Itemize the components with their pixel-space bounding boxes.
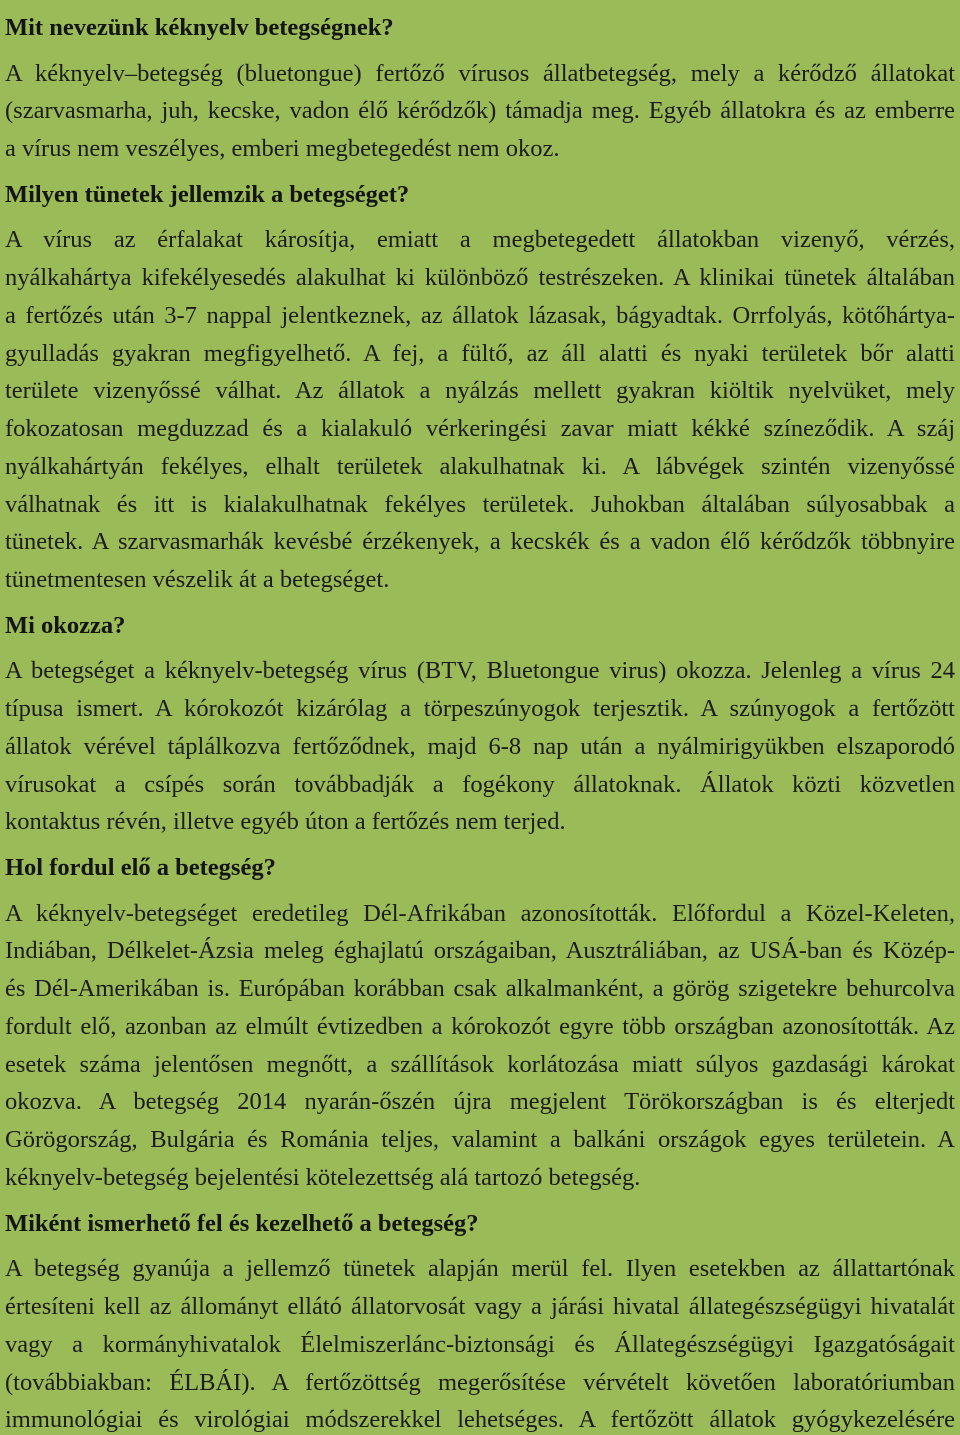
heading-what-is-bluetongue: Mit nevezünk kéknyelv betegségnek? xyxy=(5,14,394,41)
paragraph-line: és Dél-Amerikában is. Európában korábban csak alkalmanként, a görög szigetekre behurcolva xyxy=(5,975,955,1003)
paragraph-line: gyulladás gyakran megfigyelhető. A fej, a fültő, az áll alatti és nyaki területek bőr alatti xyxy=(5,339,955,367)
paragraph-line: vírusokat a csípés során továbbadják a fogékony állatoknak. Állatok közti közvetlen xyxy=(5,770,955,798)
paragraph-line: nyálkahártya kifekélyesedés alakulhat ki különböző testrészeken. A klinikai tünetek általában xyxy=(5,264,955,292)
paragraph-line: A kéknyelv-betegséget eredetileg Dél-Afrikában azonosították. Előfordul a Közel-Keleten, xyxy=(5,899,955,927)
paragraph-line: állatok vérével táplálkozva fertőződnek, majd 6-8 nap után a nyálmirigyükben elszaporodó xyxy=(5,732,955,760)
paragraph-line: a vírus nem veszélyes, emberi megbetegedést nem okoz. xyxy=(5,135,560,163)
paragraph-line: területe vizenyőssé válhat. Az állatok a nyálzás mellett gyakran kiöltik nyelvüket, mely xyxy=(5,377,955,405)
paragraph-line: Indiában, Délkelet-Ázsia meleg éghajlatú országaiban, Ausztráliában, az USÁ-ban és Közép- xyxy=(5,937,955,965)
heading-symptoms: Milyen tünetek jellemzik a betegséget? xyxy=(5,180,410,208)
heading-occurrence: Hol fordul elő a betegség? xyxy=(5,854,276,882)
paragraph-line: fokozatosan megduzzad és a kialakuló vérkeringési zavar miatt kékké színeződik. A száj xyxy=(5,415,955,443)
paragraph-line: A betegség gyanúja a jellemző tünetek alapján merül fel. Ilyen esetekben az állattartónak xyxy=(5,1255,955,1283)
paragraph-line: értesíteni kell az állományt ellátó állatorvosát vagy a járási hivatal állategészségügyi hivatalát xyxy=(5,1293,955,1321)
heading-diagnosis-treatment: Miként ismerhető fel és kezelhető a betegség? xyxy=(5,1209,479,1237)
paragraph-line: kéknyelv-betegség bejelentési kötelezettség alá tartozó betegség. xyxy=(5,1163,641,1191)
paragraph-line: típusa ismert. A kórokozót kizárólag a törpeszúnyogok terjesztik. A szúnyogok a fertőzött xyxy=(5,695,955,723)
paragraph-line: tünetmentesen vészelik át a betegséget. xyxy=(5,566,390,594)
paragraph-line: tünetek. A szarvasmarhák kevésbé érzékenyek, a kecskék és a vadon élő kérődzők többnyire xyxy=(5,528,955,556)
paragraph-diagnosis-treatment xyxy=(5,1250,955,1434)
paragraph-line: Görögország, Bulgária és Románia teljes, valamint a balkáni országok egyes területein. A xyxy=(5,1126,955,1154)
paragraph-line: A betegséget a kéknyelv-betegség vírus (BTV, Bluetongue virus) okozza. Jelenleg a vírus 24 xyxy=(5,657,955,685)
paragraph-line: a fertőzés után 3-7 nappal jelentkeznek, az állatok lázasak, bágyadtak. Orrfolyás, kötőhártya- xyxy=(5,301,955,329)
paragraph-definition xyxy=(5,55,955,168)
paragraph-symptoms xyxy=(5,221,955,599)
heading-cause: Mi okozza? xyxy=(5,611,126,639)
paragraph-line: vagy a kormányhivatalok Élelmiszerlánc-biztonsági és Állategészségügyi Igazgatóságait xyxy=(5,1330,955,1358)
paragraph-line: okozva. A betegség 2014 nyarán-őszén újra megjelent Törökországban is és elterjedt xyxy=(5,1088,955,1116)
paragraph-line: esetek száma jelentősen megnőtt, a szállítások korlátozása miatt súlyos gazdasági károkat xyxy=(5,1050,955,1078)
paragraph-occurrence xyxy=(5,895,955,1197)
paragraph-line: nyálkahártyán fekélyes, elhalt területek alakulhatnak ki. A lábvégek szintén vizenyőssé xyxy=(5,452,955,480)
paragraph-line: (továbbiakban: ÉLBÁI). A fertőzöttség megerősítése vérvételt követően laboratóriumban xyxy=(5,1368,955,1396)
paragraph-line: kontaktus révén, illetve egyéb úton a fertőzés nem terjed. xyxy=(5,808,566,836)
paragraph-line: A vírus az érfalakat károsítja, emiatt a megbetegedett állatokban vizenyő, vérzés, xyxy=(5,226,955,254)
paragraph-cause xyxy=(5,652,955,841)
paragraph-line: A kéknyelv–betegség (bluetongue) fertőző vírusos állatbetegség, mely a kérődző állatokat xyxy=(5,59,955,87)
paragraph-line: válhatnak és itt is kialakulhatnak fekélyes területek. Juhokban általában súlyosabbak a xyxy=(5,490,955,518)
paragraph-line: immunológiai és virológiai módszerekkel lehetséges. A fertőzött állatok gyógykezelésére xyxy=(5,1406,955,1434)
paragraph-line: fordult elő, azonban az elmúlt évtizedben a kórokozót egyre több országban azonosították. Az xyxy=(5,1012,955,1040)
paragraph-line: (szarvasmarha, juh, kecske, vadon élő kérődzők) támadja meg. Egyéb állatokra és az emberre xyxy=(5,97,955,125)
